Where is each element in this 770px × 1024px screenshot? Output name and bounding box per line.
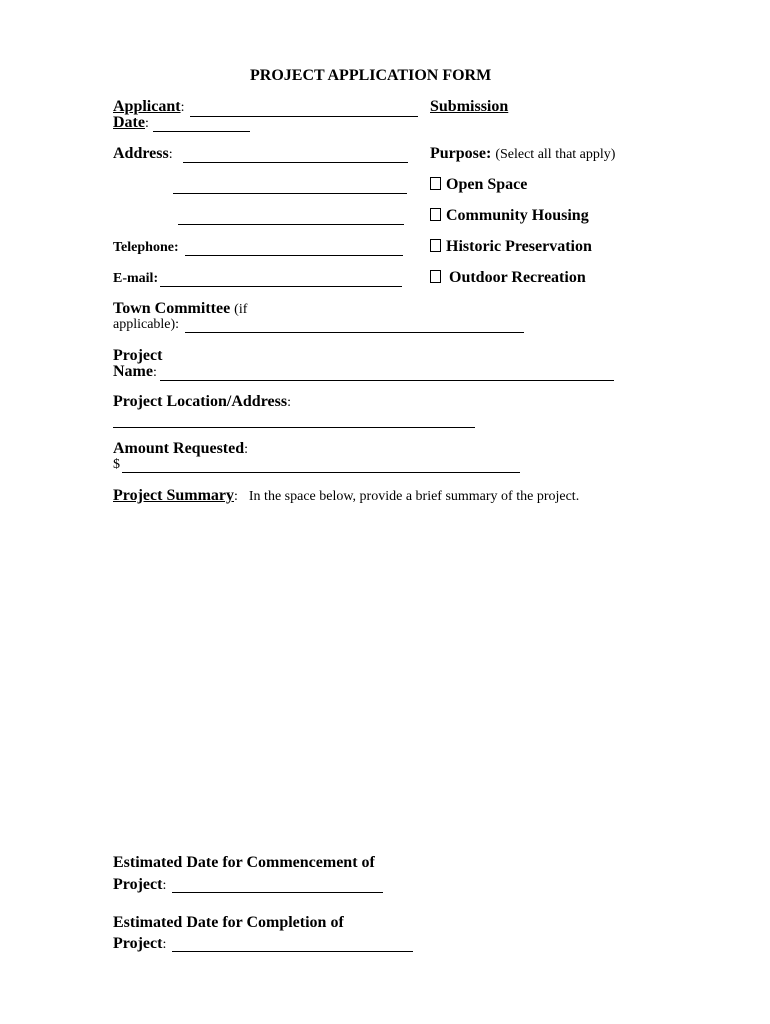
commencement-label: Estimated Date for Commencement of (113, 854, 375, 871)
town-committee-label: Town Committee (113, 300, 231, 317)
page-title: PROJECT APPLICATION FORM (250, 67, 492, 84)
commencement-date-field[interactable] (172, 892, 383, 893)
address-field-2[interactable] (173, 193, 407, 194)
name-label: Name (113, 363, 153, 380)
checkbox-icon[interactable] (430, 270, 441, 283)
project-label: Project (113, 347, 163, 364)
email-field[interactable] (160, 286, 402, 287)
town-committee-field[interactable] (185, 332, 524, 333)
email-label-row: E-mail: (113, 271, 159, 286)
checkbox-icon[interactable] (430, 208, 441, 221)
applicant-label: Applicant (113, 98, 181, 115)
project-summary-label: Project Summary (113, 487, 234, 504)
project-location-label: Project Location/Address (113, 393, 288, 410)
checkbox-icon[interactable] (430, 239, 441, 252)
project-summary-area[interactable] (113, 515, 653, 845)
completion-project-row: Project: (113, 935, 167, 952)
purpose-row (430, 145, 615, 163)
applicant-field[interactable] (190, 116, 418, 117)
purpose-label: Purpose: (430, 145, 492, 162)
project-summary-row: Project Summary: In the space below, provide a brief summary of the project. (113, 487, 580, 504)
project-name-field[interactable] (160, 380, 614, 381)
date-field[interactable] (153, 131, 250, 132)
purpose-option-community-housing[interactable]: Community Housing (430, 207, 589, 225)
checkbox-icon[interactable] (430, 177, 441, 190)
project-summary-note: In the space below, provide a brief summary of the project. (248, 489, 580, 504)
telephone-field[interactable] (185, 255, 403, 256)
date-label-row: Date: (113, 114, 149, 131)
purpose-option-open-space[interactable]: Open Space (430, 176, 527, 194)
town-committee-row (113, 300, 247, 318)
email-label: E-mail (113, 271, 154, 286)
project-location-row: Project Location/Address: (113, 393, 291, 410)
submission-label: Submission (430, 98, 509, 115)
amount-requested-row: Amount Requested: (113, 440, 249, 457)
address-field-3[interactable] (178, 224, 404, 225)
commencement-project-row: Project: (113, 876, 167, 893)
town-committee-note: (if (234, 302, 248, 317)
commencement-project-label: Project (113, 876, 163, 893)
address-label-row: Address: (113, 145, 173, 162)
project-name-row: Name: (113, 363, 157, 380)
town-committee-note-2: applicable): (113, 317, 180, 332)
completion-label: Estimated Date for Completion of (113, 914, 344, 931)
amount-requested-label: Amount Requested (113, 440, 245, 457)
completion-date-field[interactable] (172, 951, 413, 952)
address-field-1[interactable] (183, 162, 408, 163)
telephone-label-row: Telephone: (113, 240, 179, 255)
telephone-label: Telephone (113, 240, 174, 255)
dollar-sign: $ (113, 457, 120, 472)
amount-requested-field[interactable] (122, 472, 520, 473)
purpose-option-historic-preservation[interactable]: Historic Preservation (430, 238, 592, 256)
completion-project-label: Project (113, 935, 163, 952)
purpose-option-outdoor-recreation[interactable]: Outdoor Recreation (430, 269, 586, 287)
applicant-label-row: Applicant: (113, 98, 185, 115)
purpose-note: (Select all that apply) (495, 147, 616, 162)
date-label: Date (113, 114, 145, 131)
project-location-field[interactable] (113, 427, 475, 428)
address-label: Address (113, 145, 169, 162)
